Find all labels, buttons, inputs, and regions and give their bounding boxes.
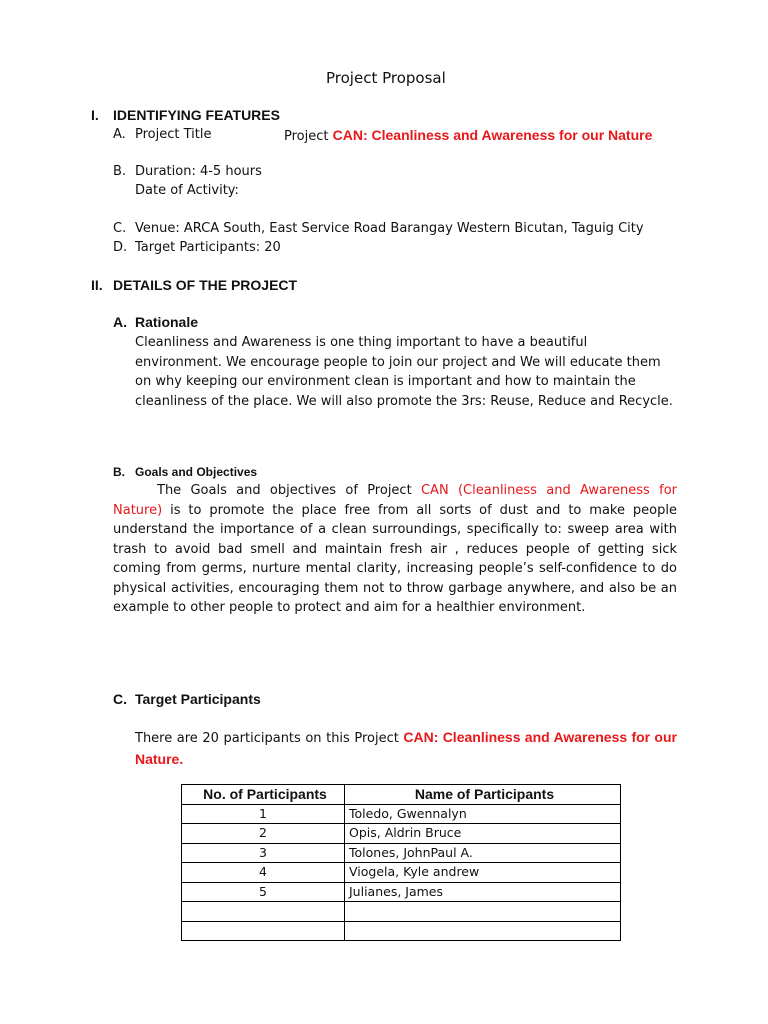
- target-participants-text: Target Participants: 20: [135, 240, 281, 255]
- table-row: [182, 824, 621, 844]
- goals-letter: B.: [113, 465, 125, 479]
- project-title-label: Project Title: [135, 127, 212, 142]
- target-text-before: There are 20 participants on this Project: [135, 731, 404, 746]
- goals-text-before: The Goals and objectives of Project: [157, 483, 421, 498]
- participant-name: Viogela, Kyle andrew: [345, 863, 621, 883]
- target-letter: C.: [113, 691, 127, 707]
- table-row: [182, 882, 621, 902]
- rationale-paragraph: Cleanliness and Awareness is one thing important to have a beautiful environment. We encourage people to join our project and We will educate them on why keeping our environment clean is important and how to maintain the cleanliness of the place. We will also promote the 3rs: Reuse, Reduce and Recycle.: [135, 335, 673, 409]
- participant-number: 2: [182, 824, 345, 844]
- rationale-heading: Rationale: [135, 314, 199, 330]
- participant-name: Julianes, James: [345, 882, 621, 902]
- section-2-heading: DETAILS OF THE PROJECT: [113, 277, 298, 293]
- table-row-empty: [182, 902, 621, 922]
- rationale-letter: A.: [113, 314, 127, 330]
- item-a-letter: A.: [113, 127, 126, 142]
- table-row: [182, 843, 621, 863]
- item-c-letter: C.: [113, 221, 127, 236]
- goals-project-name: CAN (Cleanliness and Awareness for Nature): [113, 483, 677, 518]
- participant-number: [182, 902, 345, 922]
- item-b-letter: B.: [113, 164, 127, 179]
- section-1-numeral: I.: [91, 107, 99, 123]
- participant-number: [182, 921, 345, 941]
- target-paragraph: [135, 727, 677, 771]
- project-title-prefix: Project: [284, 129, 329, 144]
- target-heading: Target Participants: [135, 691, 261, 707]
- participant-name: Tolones, JohnPaul A.: [345, 843, 621, 863]
- goals-heading: Goals and Objectives: [135, 465, 258, 479]
- table-row-empty: [182, 921, 621, 941]
- header-no-of-participants: No. of Participants: [182, 785, 345, 805]
- header-name-of-participants: Name of Participants: [345, 785, 621, 805]
- page-title: Project Proposal: [326, 69, 446, 87]
- item-d-letter: D.: [113, 240, 128, 255]
- participant-name: Opis, Aldrin Bruce: [345, 824, 621, 844]
- project-title-value: [284, 127, 652, 144]
- participant-name: Toledo, Gwennalyn: [345, 804, 621, 824]
- participants-table: [181, 784, 621, 941]
- target-project-period: .: [179, 751, 184, 767]
- date-of-activity-text: Date of Activity:: [135, 183, 239, 198]
- participant-number: 4: [182, 863, 345, 883]
- duration-text: Duration: 4-5 hours: [135, 164, 262, 179]
- venue-text: Venue: ARCA South, East Service Road Barangay Western Bicutan, Taguig City: [135, 221, 644, 236]
- table-header-row: [182, 785, 621, 805]
- participant-number: 3: [182, 843, 345, 863]
- target-project-name: CAN: Cleanliness and Awareness for our Nature: [135, 729, 677, 767]
- participant-number: 1: [182, 804, 345, 824]
- section-1-heading: IDENTIFYING FEATURES: [113, 107, 280, 123]
- table-row: [182, 863, 621, 883]
- goals-paragraph: [113, 481, 677, 618]
- section-2-numeral: II.: [91, 277, 103, 293]
- project-title-name: CAN: Cleanliness and Awareness for our Nature: [332, 127, 653, 143]
- goals-text-after: is to promote the place free from all sorts of dust and to make people understand the importance of a clean surroundings, specifically to: sweep area with trash to avoid bad smell and maintain fresh air , reduces people of getting sick coming from germs, nurture mental clarity, increasing people’s self-confidence to do physical activities, encouraging them not to throw garbage anywhere, and also be an example to other people to protect and aim for a healthier environment.: [113, 502, 677, 615]
- participant-name: [345, 921, 621, 941]
- participant-number: 5: [182, 882, 345, 902]
- participant-name: [345, 902, 621, 922]
- table-row: [182, 804, 621, 824]
